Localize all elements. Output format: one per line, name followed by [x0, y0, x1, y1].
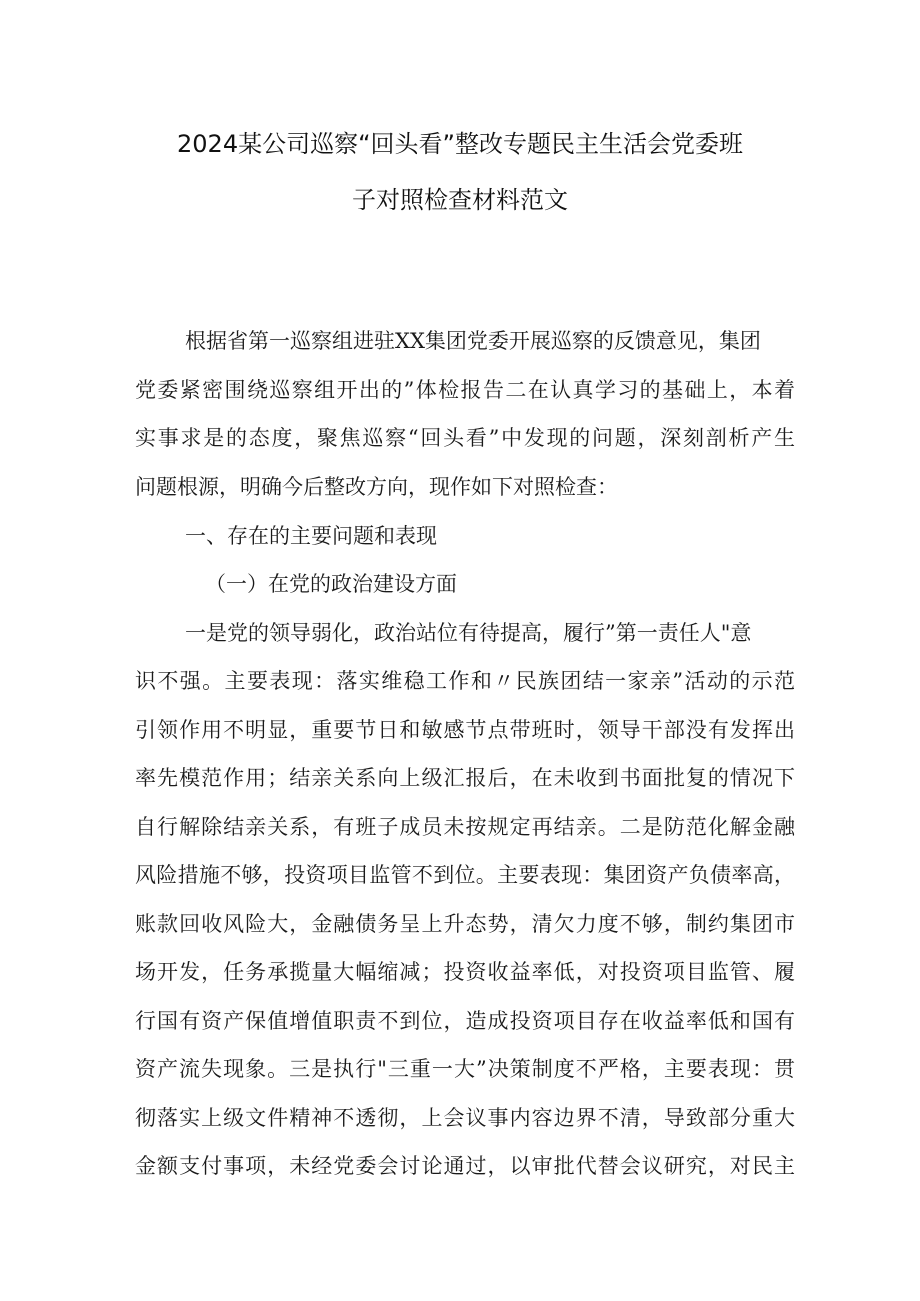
- intro-paragraph-line: 根据省第一巡察组进驻XX集团党委开展巡察的反馈意见，集团: [185, 329, 761, 353]
- body-paragraph-line: 识不强。主要表现：落实维稳工作和〃民族团结一家亲”活动的示范: [135, 669, 795, 693]
- body-paragraph-line: 金额支付事项，未经党委会讨论通过，以审批代替会议研究，对民主: [135, 1154, 795, 1178]
- body-paragraph-line: 账款回收风险大，金融债务呈上升态势，清欠力度不够，制约集团市: [135, 912, 795, 936]
- body-paragraph-line: 场开发，任务承揽量大幅缩减；投资收益率低，对投资项目监管、履: [135, 960, 795, 984]
- section-heading: 一、存在的主要问题和表现: [185, 524, 437, 548]
- document-title-line-1: 2024某公司巡察“回头看”整改专题民主生活会党委班: [177, 130, 743, 158]
- body-paragraph-line: 引领作用不明显，重要节日和敏感节点带班时，领导干部没有发挥出: [135, 718, 795, 742]
- body-paragraph-line: 彻落实上级文件精神不透彻，上会议事内容边界不清，导致部分重大: [135, 1106, 795, 1130]
- body-paragraph-line: 风险措施不够，投资项目监管不到位。主要表现：集团资产负债率高，: [135, 863, 795, 887]
- subsection-heading: （一）在党的政治建设方面: [205, 572, 457, 596]
- body-paragraph-line: 率先模范作用；结亲关系向上级汇报后，在未收到书面批复的情况下: [135, 766, 795, 790]
- document-title-line-2: 子对照检查材料范文: [352, 186, 568, 214]
- body-paragraph-line: 资产流失现象。三是执行"三重一大”决策制度不严格，主要表现：贯: [135, 1057, 795, 1081]
- intro-paragraph-line: 党委紧密围绕巡察组开出的”体检报告二在认真学习的基础上，本着: [135, 378, 795, 402]
- intro-paragraph-line: 实事求是的态度，聚焦巡察“回头看”中发现的问题，深刻剖析产生: [135, 426, 795, 450]
- body-paragraph-line: 自行解除结亲关系，有班子成员未按规定再结亲。二是防范化解金融: [135, 815, 795, 839]
- intro-paragraph-line: 问题根源，明确今后整改方向，现作如下对照检查：: [135, 475, 618, 499]
- body-paragraph-line: 一是党的领导弱化，政治站位有待提高，履行”第一责任人"意: [185, 621, 752, 645]
- body-paragraph-line: 行国有资产保值增值职责不到位，造成投资项目存在收益率低和国有: [135, 1009, 795, 1033]
